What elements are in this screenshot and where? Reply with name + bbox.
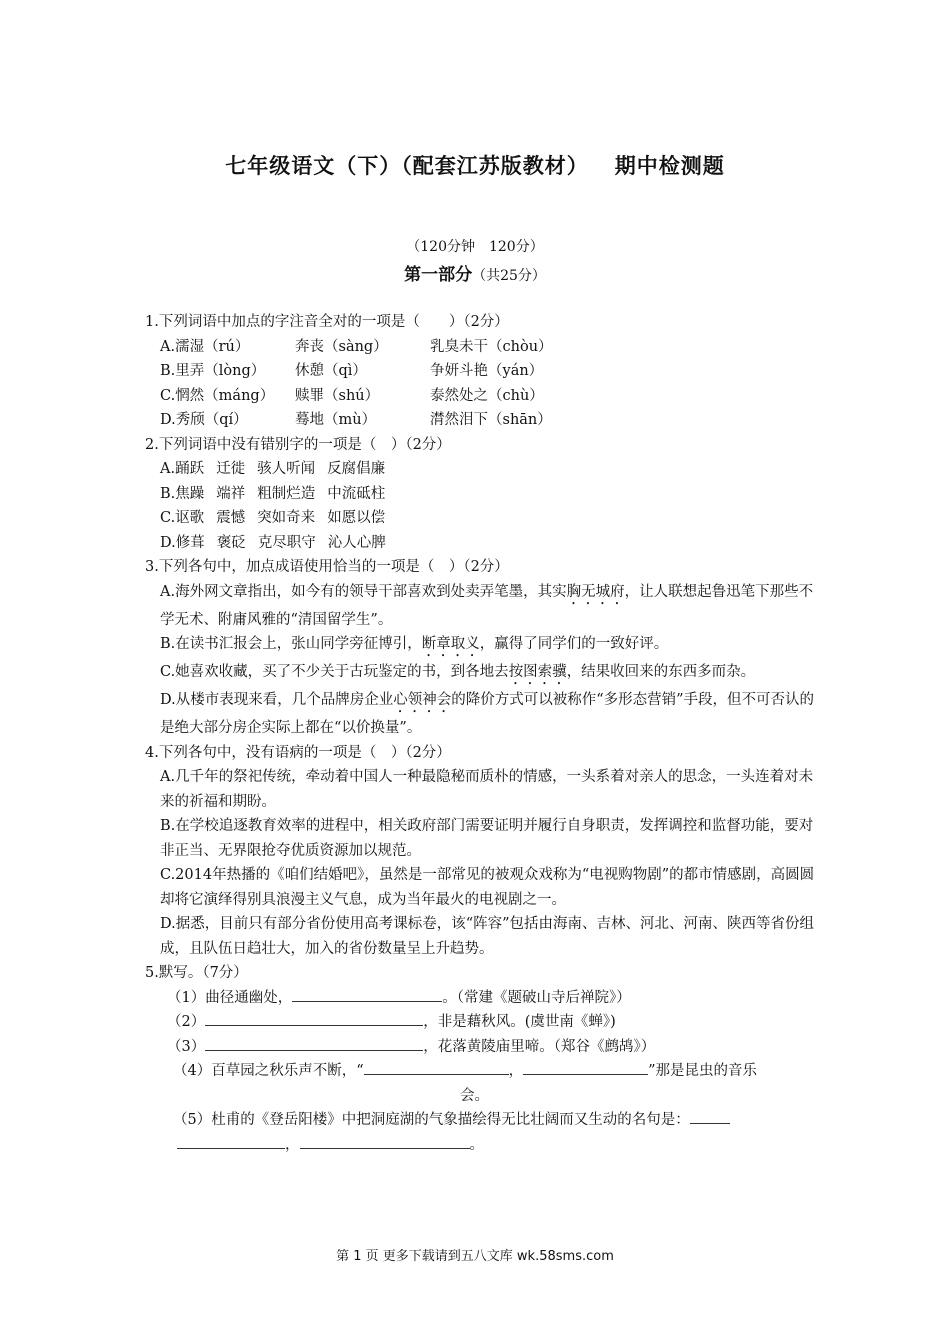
q5-item-5: （5）杜甫的《登岳阳楼》中把洞庭湖的气象描绘得无比壮阔而又生动的名句是： bbox=[173, 1108, 825, 1133]
q1-option-row: C.惘然（máng） 赎罪（shú） 泰然处之（chù） bbox=[160, 387, 544, 404]
q2-option-row: B.焦躁 端祥 粗制烂造 中流砥柱 bbox=[160, 485, 386, 502]
q1-option-row: A.濡湿（rú） 奔丧（sàng） 乳臭未干（chòu） bbox=[160, 338, 553, 355]
q5-item-4-tail: 会。 bbox=[460, 1087, 489, 1104]
q3-option-c: C.她喜欢收藏，买了不少关于古玩鉴定的书，到各地去按图索骥，结果收回来的东西多而杂。 bbox=[160, 664, 756, 680]
q4-option-b: B.在学校追逐教育效率的进程中，相关政府部门需要证明并履行自身职责，发挥调控和监督功能，要对非正当、无界限抢夺优质资源加以规范。 bbox=[160, 818, 814, 859]
q4-stem: 4.下列各句中，没有语病的一项是（ ）（2分） bbox=[145, 744, 451, 761]
q1-stem: 1.下列词语中加点的字注音全对的一项是（ ）（2分） bbox=[145, 314, 509, 330]
q5-item-2: （2） ，非是藉秋风。(虞世南《蝉》) bbox=[167, 1010, 825, 1035]
title-main: 七年级语文（下）（配套江苏版教材） bbox=[225, 154, 589, 178]
part-heading bbox=[0, 260, 950, 285]
dotted-idiom: 胸无城府 bbox=[566, 583, 625, 600]
q1-option-row: D.秀颀（qí） 蓦地（mù） 潸然泪下（shān） bbox=[160, 412, 552, 428]
dotted-idiom: 心领神会 bbox=[393, 692, 452, 708]
dotted-idiom: 按图索骥 bbox=[508, 664, 567, 680]
page-footer: 第 1 页 更多下载请到五八文库 wk.58sms.com bbox=[336, 1249, 614, 1264]
q1-option-row: B.里弄（lòng） 休憩（qì） 争妍斗艳（yán） bbox=[160, 363, 544, 379]
answer-blank[interactable] bbox=[205, 1035, 423, 1051]
answer-blank[interactable] bbox=[205, 1010, 423, 1026]
answer-blank[interactable] bbox=[690, 1108, 730, 1124]
answer-blank[interactable] bbox=[523, 1059, 648, 1075]
question-content bbox=[145, 310, 825, 1157]
part-label: 第一部分 bbox=[404, 265, 473, 285]
q4-option-d: D.据悉，目前只有部分省份使用高考课标卷，该“阵容”包括由海南、吉林、河北、河南、陕西等省份组成，且队伍日趋壮大，加入的省份数量呈上升趋势。 bbox=[160, 916, 815, 957]
answer-blank[interactable] bbox=[292, 986, 442, 1002]
q2-option-row: D.修葺 褒砭 克尽职守 沁人心脾 bbox=[160, 534, 386, 551]
q3-option-b: B.在读书汇报会上，张山同学旁征博引，断章取义，赢得了同学们的一致好评。 bbox=[160, 636, 669, 652]
q3-stem: 3.下列各句中，加点成语使用恰当的一项是（ ）（2分） bbox=[145, 559, 509, 575]
page-title bbox=[0, 150, 950, 180]
q2-option-row: A.踊跃 迁徙 骇人听闻 反腐倡廉 bbox=[160, 461, 386, 477]
title-sub: 期中检测题 bbox=[614, 154, 725, 178]
q5-item-3: （3） ，花落黄陵庙里啼。（郑谷《鹧鸪》） bbox=[167, 1035, 825, 1060]
time-score: （120分钟 120分） bbox=[406, 239, 544, 255]
q4-option-c: C.2014年热播的《咱们结婚吧》，虽然是一部常见的被观众戏称为“电视购物剧”的都市情感剧，高圆圆却将它演绎得别具浪漫主义气息，成为当年最火的电视剧之一。 bbox=[160, 867, 815, 908]
q5-item-4: （4）百草园之秋乐声不断，“ ， ”那是昆虫的音乐 bbox=[173, 1059, 825, 1084]
dotted-idiom: 断章取义 bbox=[421, 636, 480, 652]
part-score: （共25分） bbox=[472, 268, 546, 284]
q5-item-5-cont: ， 。 bbox=[177, 1133, 825, 1158]
q3-option-d: D.从楼市表现来看，几个品牌房企业心领神会的降价方式可以被称作“多形态营销”手段，但不可否认的是绝大部分房企实际上都在“以价换量”。 bbox=[160, 692, 815, 736]
q3-option-a: A.海外网文章指出，如今有的领导干部喜欢到处卖弄笔墨，其实胸无城府，让人联想起鲁迅笔下那些不学无术、附庸风雅的“清国留学生”。 bbox=[160, 583, 814, 628]
q2-stem: 2.下列词语中没有错别字的一项是（ ）（2分） bbox=[145, 436, 451, 453]
answer-blank[interactable] bbox=[364, 1059, 509, 1075]
answer-blank[interactable] bbox=[300, 1133, 470, 1149]
q5-stem: 5.默写。（7分） bbox=[145, 965, 248, 981]
answer-blank[interactable] bbox=[177, 1133, 285, 1149]
q2-option-row: C.讴歌 震憾 突如奇来 如愿以偿 bbox=[160, 510, 386, 526]
q5-item-1: （1）曲径通幽处， 。（常建《题破山寺后禅院》） bbox=[167, 986, 825, 1011]
q4-option-a: A.几千年的祭祀传统，牵动着中国人一种最隐秘而质朴的情感，一头系着对亲人的思念，一头连着对未来的祈福和期盼。 bbox=[160, 769, 814, 810]
